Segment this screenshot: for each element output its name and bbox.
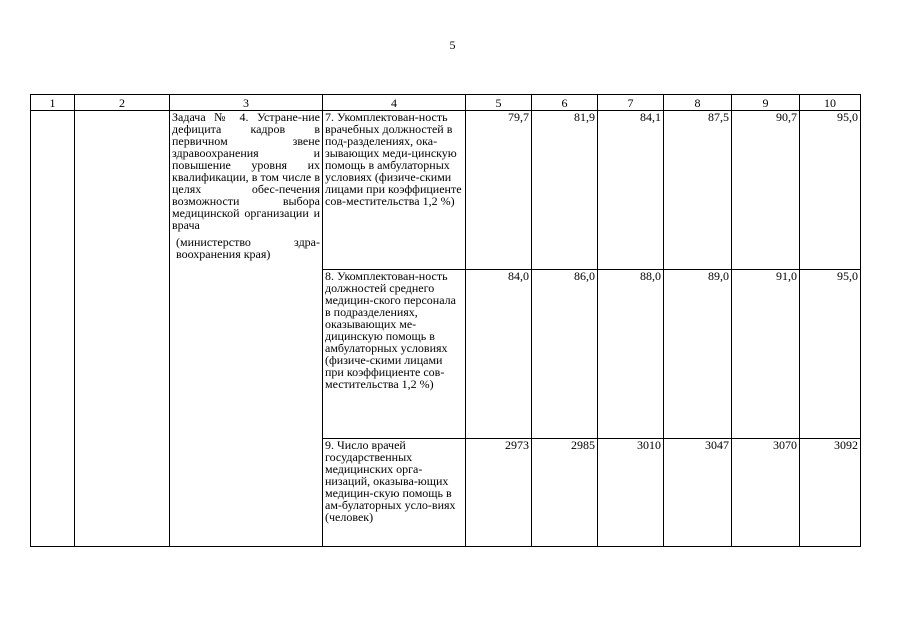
value-cell: 91,0 [732,270,800,439]
indicator-cell: 8. Укомплектован-ность должностей среднего медицин-ского персонала в подразделениях, оказывающих ме-дицинскую помощь в амбулаторных условиях (физиче-скими лицами при коэффициенте сов-местительства 1,2 %) [323,270,466,439]
value-cell: 84,0 [466,270,532,439]
empty-cell-col2 [75,111,170,547]
indicator-cell: 7. Укомплектован-ность врачебных должностей в под-разделениях, ока-зывающих меди-цинскую помощь в амбулаторных условиях (физиче-скими лицами при коэффициенте сов-местительства 1,2 %) [323,111,466,270]
indicator-cell: 9. Число врачей государственных медицинских орга-низаций, оказыва-ющих медицин-скую помощь в ам-булаторных усло-виях (человек) [323,439,466,547]
value-cell: 86,0 [532,270,598,439]
value-cell: 3010 [598,439,664,547]
header-cell: 9 [732,95,800,111]
value-cell: 3070 [732,439,800,547]
header-cell: 2 [75,95,170,111]
value-cell: 3092 [800,439,861,547]
table-header-row [31,95,861,111]
header-cell: 3 [170,95,323,111]
value-cell: 81,9 [532,111,598,270]
value-cell: 90,7 [732,111,800,270]
table-row [31,111,861,270]
header-cell: 1 [31,95,75,111]
value-cell: 95,0 [800,111,861,270]
task-text: Задача № 4. Устране-ние дефицита кадров в первичном звене здравоохранения и повышение уровня их квалификации, в том числе в целях обес-печения возможности выбора медицинской организации и врача [172,110,320,232]
empty-cell-col1 [31,111,75,547]
header-cell: 6 [532,95,598,111]
value-cell: 2985 [532,439,598,547]
header-cell: 7 [598,95,664,111]
value-cell: 2973 [466,439,532,547]
page-number: 5 [449,38,456,52]
header-cell: 4 [323,95,466,111]
ministry-text: (министерство здра-воохранения края) [176,235,320,261]
value-cell: 87,5 [664,111,732,270]
value-cell: 79,7 [466,111,532,270]
header-cell: 5 [466,95,532,111]
header-cell: 8 [664,95,732,111]
value-cell: 3047 [664,439,732,547]
value-cell: 88,0 [598,270,664,439]
task-cell [170,111,323,547]
indicators-table [30,94,861,547]
value-cell: 84,1 [598,111,664,270]
value-cell: 95,0 [800,270,861,439]
header-cell: 10 [800,95,861,111]
value-cell: 89,0 [664,270,732,439]
